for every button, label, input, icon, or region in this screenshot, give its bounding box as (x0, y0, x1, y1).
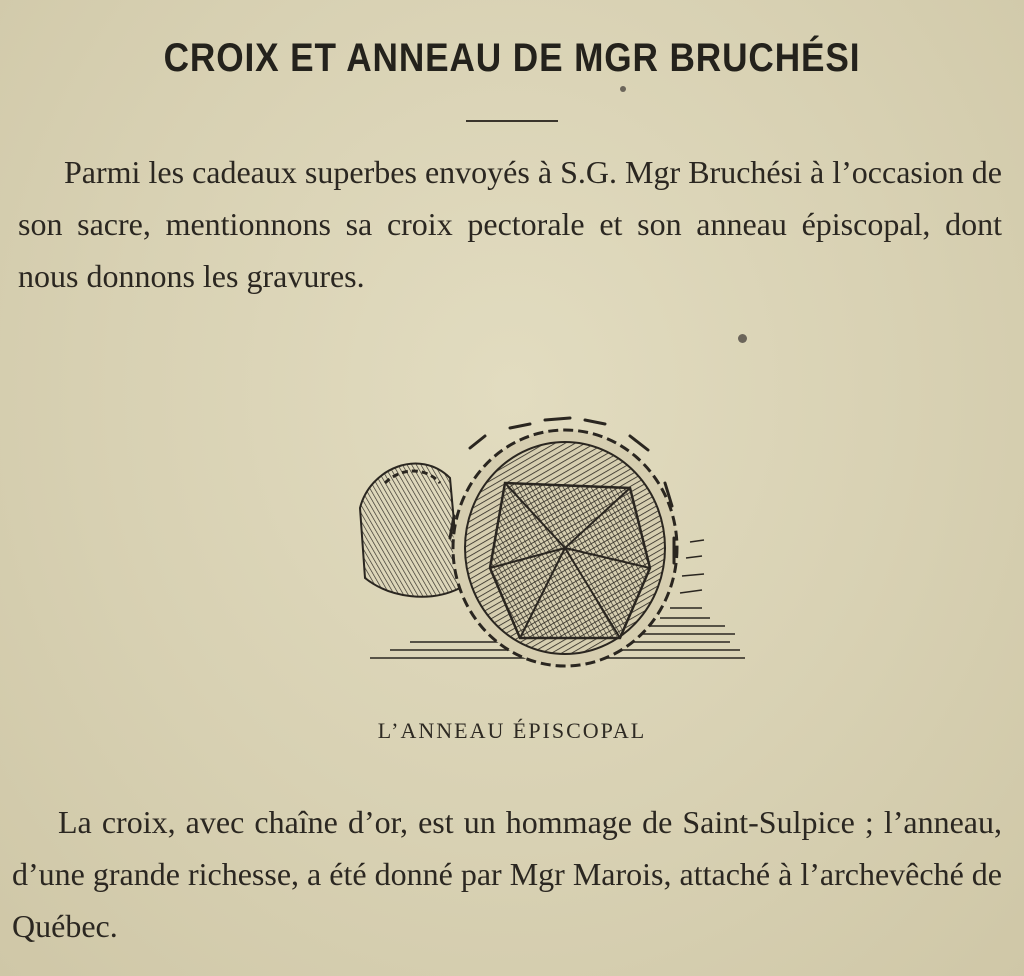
closing-paragraph-text: La croix, avec chaîne d’or, est un hommage de Saint-Sulpice ; l’anneau, d’une grande richesse, a été donné par Mgr Marois, attaché à l’archevêché de Québec. (12, 804, 1002, 944)
episcopal-ring-icon (330, 388, 760, 688)
paper-speck (738, 334, 747, 343)
paper-speck (620, 86, 626, 92)
article-title: CROIX ET ANNEAU DE MGR BRUCHÉSI (163, 36, 861, 80)
intro-paragraph-text: Parmi les cadeaux superbes envoyés à S.G. Mgr Bruchési à l’occasion de son sacre, mentionnons sa croix pectorale et son anneau épiscopal, dont nous donnons les gravures. (18, 154, 1002, 294)
ring-engraving (330, 388, 760, 688)
title-divider (466, 120, 558, 122)
figure-caption: L’ANNEAU ÉPISCOPAL (377, 718, 647, 743)
closing-paragraph (12, 796, 1002, 952)
intro-paragraph (18, 146, 1002, 302)
